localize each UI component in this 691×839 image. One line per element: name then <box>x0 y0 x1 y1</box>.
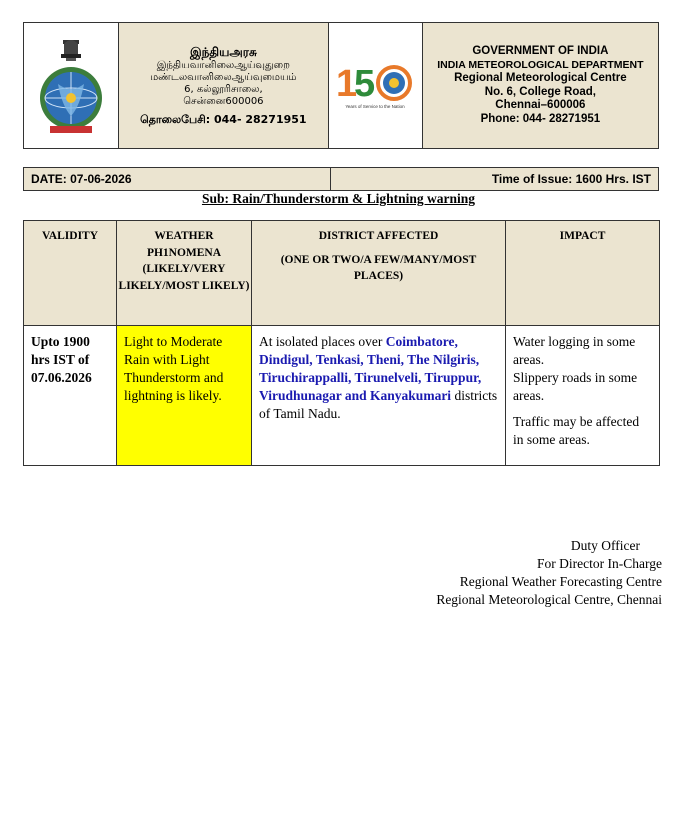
tamil-city: சென்னை600006 <box>183 95 264 107</box>
english-dept-name: INDIA METEOROLOGICAL DEPARTMENT <box>437 58 644 71</box>
english-govt-name: GOVERNMENT OF INDIA <box>472 45 609 57</box>
date-bar <box>23 167 659 191</box>
impact-item: Traffic may be affected in some areas. <box>513 414 640 447</box>
imd-150-years-logo-icon <box>334 56 416 116</box>
signature-duty-officer: Duty Officer <box>570 538 640 553</box>
english-address-block <box>423 23 658 148</box>
subject-line: Sub: Rain/Thunderstorm & Lightning warning <box>201 191 476 206</box>
cell-weather: Light to Moderate Rain with Light Thunderstorm and lightning is likely. <box>117 326 252 466</box>
signature-block <box>436 537 662 609</box>
time-of-issue: Time of Issue: 1600 Hrs. IST <box>491 172 651 186</box>
tamil-dept-name: இந்தியவானிலைஆய்வுதுறை <box>156 59 290 71</box>
cell-validity: Upto 1900 hrs IST of 07.06.2026 <box>24 326 117 466</box>
district-names: Coimbatore, Dindigul, Tenkasi, Theni, The Nilgiris, Tiruchirappalli, Tirunelveli, Tiruppur, Virudhunagar and Kanyakumari <box>259 334 482 403</box>
tamil-address-block <box>119 23 329 148</box>
header-impact: IMPACT <box>506 221 660 326</box>
table-row <box>24 326 660 466</box>
header-district: DISTRICT AFFECTED (ONE OR TWO/A FEW/MANY/MOST PLACES) <box>252 221 506 326</box>
header-weather: WEATHER PH1NOMENA (LIKELY/VERY LIKELY/MOST LIKELY) <box>117 221 252 326</box>
letterhead <box>23 22 659 149</box>
tamil-phone: தொலைபேசி: 044- 28271951 <box>140 112 307 126</box>
centenary-logo-cell <box>329 23 423 148</box>
english-street: No. 6, College Road, <box>484 85 596 98</box>
signature-rwfc: Regional Weather Forecasting Centre <box>459 574 662 589</box>
signature-for-director: For Director In-Charge <box>537 556 662 571</box>
svg-text:Years of Service to the Nation: Years of Service to the Nation <box>345 103 406 109</box>
issue-date: DATE: 07-06-2026 <box>24 168 331 190</box>
english-phone: Phone: 044- 28271951 <box>480 112 601 125</box>
svg-text:5: 5 <box>354 62 376 105</box>
english-centre-name: Regional Meteorological Centre <box>454 72 627 84</box>
signature-rmc: Regional Meteorological Centre, Chennai <box>436 592 662 607</box>
imd-emblem-logo-icon <box>36 36 106 136</box>
svg-text:1: 1 <box>336 62 358 105</box>
tamil-street: 6, கல்லூரிசாலை, <box>184 83 263 95</box>
cell-district: At isolated places over Coimbatore, Dindigul, Tenkasi, Theni, The Nilgiris, Tiruchirappalli, Tirunelveli, Tiruppur, Virudhunagar and Kanyakumari districts of Tamil Nadu. <box>252 326 506 466</box>
english-city: Chennai–600006 <box>495 99 586 111</box>
impact-item: Water logging in some areas. <box>513 334 636 367</box>
ashoka-emblem-icon <box>61 40 81 61</box>
tamil-govt-name: இந்தியஅரசு <box>189 44 257 59</box>
tamil-centre-name: மண்டலவானிலைஆய்வுமையம் <box>150 71 297 83</box>
table-header-row <box>24 221 660 326</box>
warning-table <box>23 220 660 466</box>
cell-impact <box>506 326 660 466</box>
header-validity: VALIDITY <box>24 221 117 326</box>
impact-item: Slippery roads in some areas. <box>513 370 638 403</box>
logo-cell <box>24 23 119 148</box>
